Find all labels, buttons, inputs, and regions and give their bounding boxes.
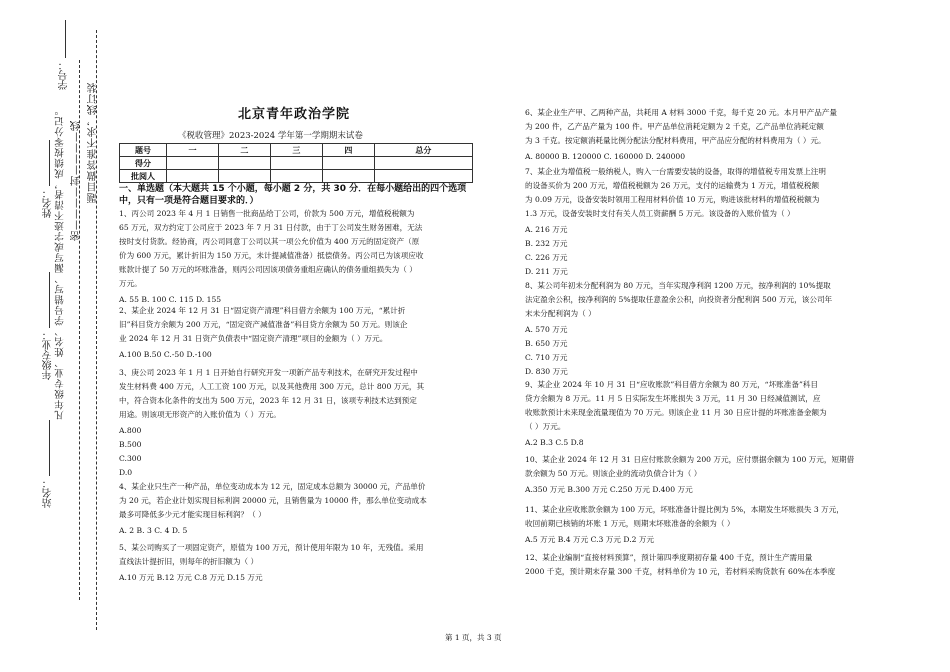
question-line: （ ）万元。	[525, 422, 566, 431]
question-3	[119, 366, 424, 480]
name-label: 姓名：	[43, 188, 54, 218]
name-field[interactable]	[49, 140, 50, 186]
score-cell: 三	[270, 144, 322, 157]
question-9	[525, 378, 827, 450]
question-line: 9、某企业 2024 年 10 月 31 日“应收账款”科目借方余额为 80 万元，“坏账准备”科目	[525, 380, 819, 389]
score-row	[120, 157, 473, 170]
answer-option[interactable]: D. 830 万元	[525, 367, 568, 376]
answer-option[interactable]: C.300	[119, 454, 142, 463]
question-12	[525, 551, 835, 579]
score-table	[119, 143, 473, 183]
score-row-label: 得分	[120, 157, 167, 170]
question-4	[119, 480, 427, 538]
question-line: 11、某企业应收账款余额为 100 万元，坏账准备计提比例为 5%，本期发生坏账损失 3 万元，	[525, 505, 844, 514]
grader-row-label: 批阅人	[120, 170, 167, 183]
question-line: 4、某企业只生产一种产品，单位变动成本为 12 元，固定成本总额为 30000 元，产品单价	[119, 482, 426, 491]
answer-options[interactable]: A.10 万元 B.12 万元 C.8 万元 D.15 万元	[119, 573, 263, 582]
binding-margin	[0, 0, 110, 672]
answer-options[interactable]: A. 80000 B. 120000 C. 160000 D. 240000	[525, 152, 686, 161]
grade-major-field[interactable]	[49, 272, 50, 328]
answer-option[interactable]: C. 710 万元	[525, 353, 568, 362]
question-line: 万元。	[119, 279, 142, 288]
grader-input[interactable]	[322, 170, 374, 183]
question-line: 12、某企业编制“直接材料预算”，预计第四季度期初存量 400 千克，预计生产需用量	[525, 553, 813, 562]
question-line: 3、庚公司 2023 年 1 月 1 日开始自行研究开发一项新产品专利技术，在研究开发过程中	[119, 368, 418, 377]
center-field[interactable]	[49, 420, 50, 476]
question-line: 的设备买价为 200 万元，增值税税额为 26 万元，支付的运输费为 1 万元，增值税税额	[525, 181, 820, 190]
question-line: 为 0.09 万元，设备安装时领用工程用材料价值 10 万元，购进该批材料的增值税税额为	[525, 195, 820, 204]
question-line: 账款计提了 50 万元的坏账准备，则丙公司因该项债务重组应确认的债务重组损失为（ ）	[119, 265, 417, 274]
score-input[interactable]	[218, 157, 270, 170]
question-11	[525, 503, 844, 547]
score-table-header	[120, 144, 473, 157]
question-10	[525, 453, 854, 497]
answer-options[interactable]: A.5 万元 B.4 万元 C.3 万元 D.2 万元	[525, 535, 655, 544]
question-line: 旧”科目贷方余额为 200 万元，“固定资产减值准备”科目贷方余额为 50 万元。则该企	[119, 320, 408, 329]
answer-option[interactable]: C. 226 万元	[525, 253, 568, 262]
answer-options[interactable]: A. 2 B. 3 C. 4 D. 5	[119, 526, 188, 535]
exam-subtitle: 《税收管理》2023-2024 学年第一学期期末试卷	[178, 131, 363, 141]
question-line: 为 200 件，乙产品产量为 100 件。甲产品单位消耗定额为 2 千克，乙产品单位消耗定额	[525, 122, 824, 131]
answer-option[interactable]: B. 650 万元	[525, 339, 568, 348]
question-2	[119, 304, 407, 362]
question-line: 贷方余额为 8 万元。11 月 5 日实际发生坏账损失 3 万元，11 月 30 日经减值测试，应	[525, 394, 821, 403]
answer-option[interactable]: A.800	[119, 426, 142, 435]
answer-options[interactable]: A. 55 B. 100 C. 115 D. 155	[119, 295, 222, 304]
question-line: 收回前期已核销的坏账 1 万元，则期末坏账准备的余额为（ ）	[525, 519, 735, 528]
question-line: 末未分配利润为（ ）	[525, 309, 596, 318]
score-cell: 一	[167, 144, 219, 157]
score-cell: 四	[322, 144, 374, 157]
question-line: 6、某企业生产甲、乙两种产品，共耗用 A 材料 3000 千克，每千克 20 元。本月甲产品产量	[525, 108, 837, 117]
question-line: 1、丙公司 2023 年 4 月 1 日销售一批商品给丁公司，价款为 500 万元，增值税税额为	[119, 209, 415, 218]
question-line: 65 万元，双方约定丁公司应于 2023 年 7 月 31 日付款，由于丁公司发生财务困难，无法	[119, 223, 423, 232]
question-line: 法定盈余公积，按净利润的 5%提取任意盈余公积，向投资者分配利润 500 万元，该公司年	[525, 295, 833, 304]
question-line: 发生材料费 400 万元，人工工资 100 万元，以及其他费用 300 万元，总计 800 万元，其	[119, 382, 425, 391]
score-cell: 题号	[120, 144, 167, 157]
question-8	[525, 279, 832, 379]
grader-row	[120, 170, 473, 183]
question-line: 2、某企业 2024 年 12 月 31 日“固定资产清理”科目借方余额为 100 万元，“累计折	[119, 306, 406, 315]
grader-input[interactable]	[167, 170, 219, 183]
instruction-text: 凡年级专业、姓名、学号错写、漏写或字迹不清者，成绩按零分记。	[55, 105, 66, 420]
score-cell: 总分	[374, 144, 472, 157]
score-input[interactable]	[322, 157, 374, 170]
student-id-field[interactable]	[65, 20, 66, 58]
question-line: 业 2024 年 12 月 31 日资产负债表中“固定资产清理”项目的金额为（ ）万元。	[119, 334, 388, 343]
question-5	[119, 541, 423, 585]
question-line: 2000 千克，预计期末存量 300 千克，材料单价为 10 元，若材料采购货款有 60%在本季度	[525, 567, 836, 576]
question-line: 款余额为 50 万元。则该企业的流动负债合计为（ ）	[525, 469, 702, 478]
grade-major-label: 年级专业：	[43, 330, 54, 380]
question-line: 10、某企业 2024 年 12 月 31 日应付账款余额为 200 万元，应付票据余额为 100 万元，短期借	[525, 455, 855, 464]
answer-options[interactable]: A.350 万元 B.300 万元 C.250 万元 D.400 万元	[525, 485, 693, 494]
question-line: 为 3 千克。按定额消耗量比例分配法分配材料费用，甲产品应分配的材料费用为（ ）元。	[525, 136, 826, 145]
page-footer: 第 1 页，共 3 页	[445, 633, 502, 642]
question-line: 收账款预计未来现金流量现值为 70 万元。则该企业 11 月 30 日应计提的坏账准备金额为	[525, 408, 827, 417]
answer-options[interactable]: A.2 B.3 C.5 D.8	[525, 438, 584, 447]
score-cell: 二	[218, 144, 270, 157]
seal-text-1: 题目做答准不求，线订装	[88, 82, 99, 203]
question-line: 最多可降低多少元才能实现目标利润？（ ）	[119, 510, 266, 519]
answer-option[interactable]: D. 211 万元	[525, 267, 568, 276]
answer-option[interactable]: D.0	[119, 468, 133, 477]
question-line: 中，符合资本化条件的支出为 500 万元，2023 年 12 月 31 日，该项专利技术达到预定	[119, 396, 417, 405]
answer-option[interactable]: A. 216 万元	[525, 225, 568, 234]
question-line: 5、某公司购买了一项固定资产，原值为 100 万元，预计使用年限为 10 年，无残值。采用	[119, 543, 424, 552]
score-input[interactable]	[270, 157, 322, 170]
answer-option[interactable]: B. 232 万元	[525, 239, 568, 248]
question-line: 7、某企业为增值税一般纳税人，购入一台需要安装的设备，取得的增值税专用发票上注明	[525, 167, 826, 176]
grader-input[interactable]	[374, 170, 472, 183]
question-1	[119, 207, 423, 307]
center-label: 站名：	[43, 478, 54, 508]
question-line: 直线法计提折旧，则每年的折旧额为（ ）	[119, 557, 259, 566]
seal-text-2: 密————封————线	[71, 120, 82, 241]
score-input[interactable]	[374, 157, 472, 170]
question-line: 为 20 元，若企业计划实现目标利润 20000 元，且销售量为 10000 件，那么单位变动成本	[119, 496, 427, 505]
answer-option[interactable]: B.500	[119, 440, 142, 449]
question-line: 用途。则该项无形资产的入账价值为（ ）万元。	[119, 410, 281, 419]
question-7	[525, 165, 826, 279]
student-id-label: 学号：	[59, 60, 70, 90]
grader-input[interactable]	[218, 170, 270, 183]
grader-input[interactable]	[270, 170, 322, 183]
answer-options[interactable]: A.100 B.50 C.-50 D.-100	[119, 350, 212, 359]
answer-option[interactable]: A. 570 万元	[525, 325, 568, 334]
section-heading: 一、单选题（本大题共 15 个小题，每小题 2 分，共 30 分．在每小题给出的四个选项中，只有一项是符合题目要求的．）	[119, 184, 467, 206]
question-line: 价为 600 万元，累计折旧为 150 万元，未计提减值准备）抵偿债务。丙公司已为该项应收	[119, 251, 424, 260]
question-line: 1.3 万元，设备安装时支付有关人员工资薪酬 5 万元。该设备的入账价值为（ ）	[525, 209, 795, 218]
question-line: 按时支付货款。经协商，丙公司同意丁公司以其一项公允价值为 400 万元的固定资产（原	[119, 237, 420, 246]
score-input[interactable]	[167, 157, 219, 170]
question-line: 8、某公司年初未分配利润为 80 万元，当年实现净利润 1200 万元，按净利润的 10%提取	[525, 281, 831, 290]
question-6	[525, 106, 837, 164]
school-title: 北京青年政治学院	[238, 107, 351, 122]
